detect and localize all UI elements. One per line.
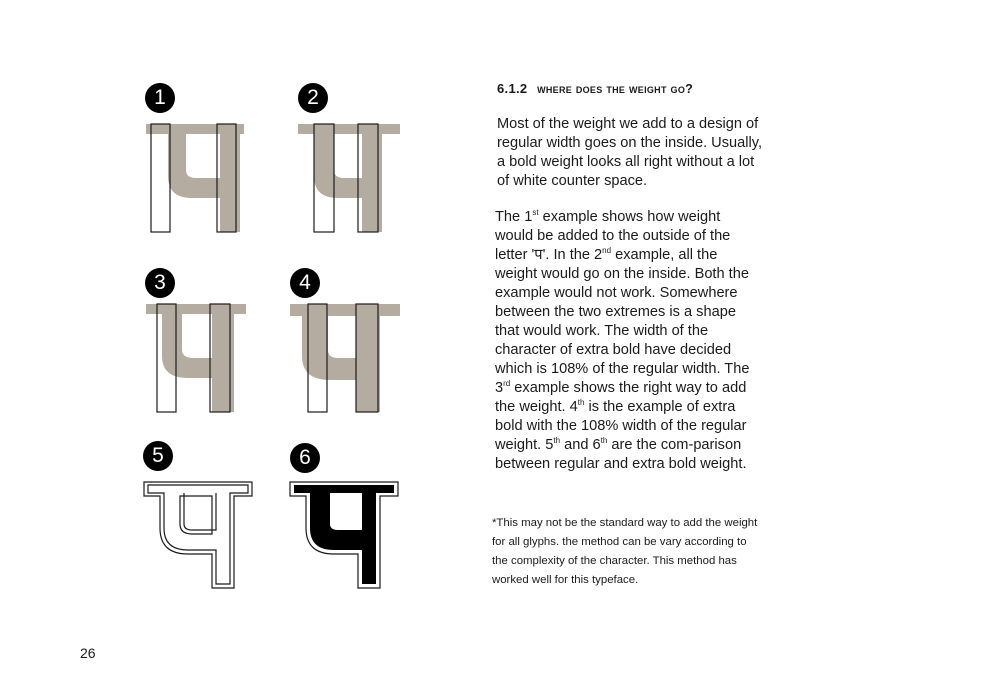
section-number: 6.1.2 — [497, 81, 528, 96]
figure-4-badge: 4 — [290, 268, 320, 298]
figure-3-badge: 3 — [145, 268, 175, 298]
figure-4-glyph — [284, 298, 409, 418]
figure-1-badge: 1 — [145, 83, 175, 113]
section-title: where does the weight go? — [537, 82, 694, 96]
figure-3-glyph — [140, 298, 260, 418]
figure-6-glyph — [284, 476, 409, 596]
figure-2-badge: 2 — [298, 83, 328, 113]
figure-2-glyph — [292, 118, 412, 238]
figure-1-glyph — [140, 118, 260, 238]
figure-5-glyph — [138, 476, 263, 596]
figure-6-badge: 6 — [290, 443, 320, 473]
figure-5-badge: 5 — [143, 441, 173, 471]
paragraph-examples: The 1st example shows how weight would be added to the outside of the letter 'प'. In the 2nd example, all the weight would go on the inside. Both the example would not work. Somewhere between the two extremes is a shape that would work. The width of the character of extra bold have decided which is 108% of the regular width. The 3rd example shows the right way to add the weight. 4th is the example of extra bold with the 108% width of the regular weight. 5th and 6th are the com-parison between regular and extra bold weight. — [495, 208, 750, 472]
footnote: *This may not be the standard way to add the weight for all glyphs. the method can be vary according to the complexity of the character. This method has worked well for this typeface. — [492, 517, 758, 586]
paragraph-intro: Most of the weight we add to a design of regular width goes on the inside. Usually, a bold weight looks all right without a lot of white counter space. — [497, 116, 762, 189]
page-number: 26 — [80, 645, 96, 661]
section-heading — [497, 81, 693, 96]
